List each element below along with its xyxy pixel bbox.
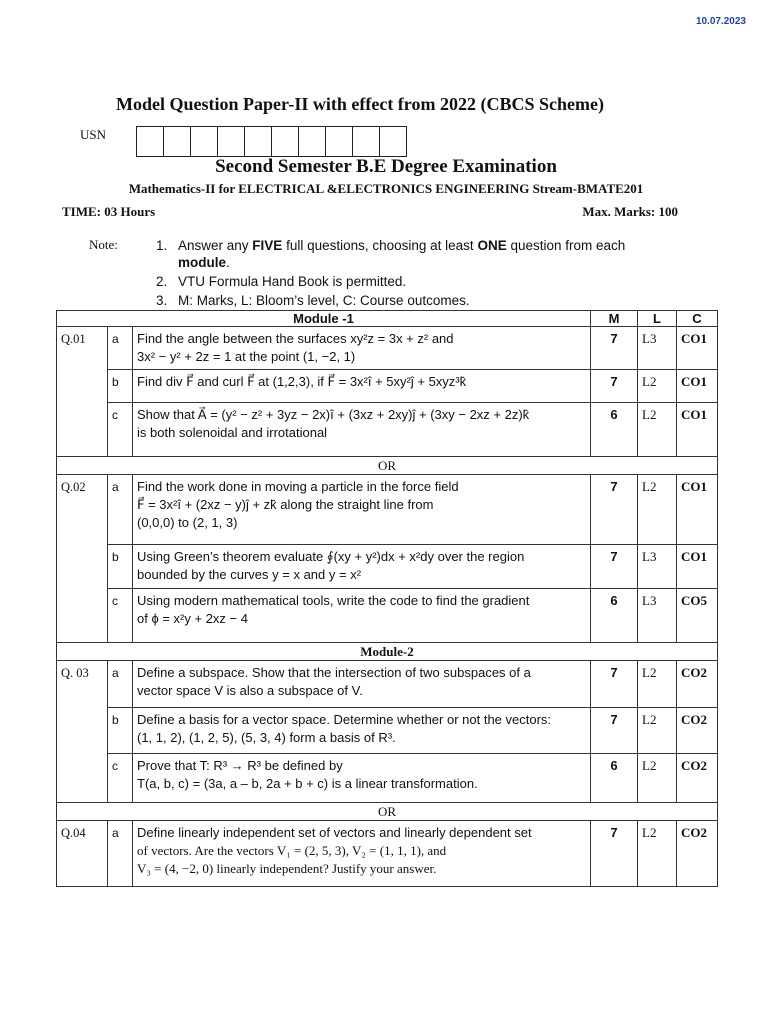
question-level: L2 — [638, 475, 677, 545]
question-part: b — [108, 708, 133, 754]
question-outcome: CO2 — [677, 661, 718, 708]
question-outcome: CO2 — [677, 708, 718, 754]
or-label: OR — [57, 457, 718, 475]
question-text: Define a basis for a vector space. Determine whether or not the vectors: (1, 1, 2), (1, 2, 5), (5, 3, 4) form a basis of R³. — [133, 708, 591, 754]
question-level: L2 — [638, 370, 677, 403]
question-level: L2 — [638, 708, 677, 754]
document-date: 10.07.2023 — [695, 16, 746, 27]
paper-title: Model Question Paper-II with effect from 2022 (CBCS Scheme) — [116, 94, 604, 114]
usn-box — [352, 126, 380, 157]
question-level: L2 — [638, 821, 677, 887]
table-row — [57, 754, 718, 803]
usn-box — [379, 126, 407, 157]
note-number: 3. — [156, 293, 168, 308]
question-level: L3 — [638, 545, 677, 589]
question-part: a — [108, 475, 133, 545]
question-part: c — [108, 754, 133, 803]
question-marks: 7 — [591, 821, 638, 887]
note-text: Answer any FIVE full questions, choosing at least ONE question from each module. — [178, 238, 626, 270]
table-row — [57, 475, 718, 545]
table-row — [57, 327, 718, 370]
question-text: Define a subspace. Show that the intersection of two subspaces of a vector space V is also a subspace of V. — [133, 661, 591, 708]
table-row — [57, 708, 718, 754]
question-outcome: CO2 — [677, 754, 718, 803]
or-separator-row — [57, 803, 718, 821]
question-part: a — [108, 327, 133, 370]
note-item — [156, 292, 656, 309]
question-outcome: CO1 — [677, 475, 718, 545]
module-1-heading: Module -1 — [57, 311, 591, 327]
question-table — [56, 310, 718, 887]
exam-title: Second Semester B.E Degree Examination — [215, 156, 557, 177]
max-marks: Max. Marks: 100 — [582, 204, 678, 219]
or-separator-row — [57, 457, 718, 475]
question-text: Using Green’s theorem evaluate ∮(xy + y²)dx + x²dy over the region bounded by the curves y = x and y = x² — [133, 545, 591, 589]
question-text: Using modern mathematical tools, write the code to find the gradient of ϕ = x²y + 2xz − 4 — [133, 589, 591, 643]
question-outcome: CO1 — [677, 327, 718, 370]
question-text: Find the angle between the surfaces xy²z = 3x + z² and 3x² − y² + 2z = 1 at the point (1, −2, 1) — [133, 327, 591, 370]
question-level: L3 — [638, 589, 677, 643]
question-marks: 7 — [591, 661, 638, 708]
table-row — [57, 370, 718, 403]
usn-box — [244, 126, 272, 157]
table-row — [57, 661, 718, 708]
exam-time: TIME: 03 Hours — [62, 204, 156, 219]
question-level: L2 — [638, 754, 677, 803]
usn-box — [163, 126, 191, 157]
usn-box — [136, 126, 164, 157]
question-marks: 7 — [591, 708, 638, 754]
question-level: L2 — [638, 661, 677, 708]
question-number: Q.02 — [57, 475, 108, 643]
question-outcome: CO1 — [677, 545, 718, 589]
question-outcome: CO2 — [677, 821, 718, 887]
question-part: a — [108, 821, 133, 887]
question-number: Q. 03 — [57, 661, 108, 803]
question-part: a — [108, 661, 133, 708]
table-row — [57, 821, 718, 887]
question-outcome: CO1 — [677, 370, 718, 403]
module-2-heading: Module-2 — [57, 643, 718, 661]
question-marks: 7 — [591, 545, 638, 589]
question-text: Find div F⃗ and curl F⃗ at (1,2,3), if F⃗ = 3x²î + 5xy²ĵ + 5xyz³k̂ — [133, 370, 591, 403]
question-outcome: CO1 — [677, 403, 718, 457]
question-part: b — [108, 545, 133, 589]
question-marks: 7 — [591, 370, 638, 403]
usn-box — [217, 126, 245, 157]
note-item — [156, 273, 656, 290]
subject-line: Mathematics-II for ELECTRICAL &ELECTRONICS ENGINEERING Stream-BMATE201 — [128, 181, 644, 196]
question-marks: 6 — [591, 589, 638, 643]
question-number: Q.01 — [57, 327, 108, 457]
question-marks: 7 — [591, 475, 638, 545]
table-row — [57, 545, 718, 589]
note-text: VTU Formula Hand Book is permitted. — [178, 274, 407, 289]
usn-input-boxes — [137, 126, 407, 157]
question-text: Define linearly independent set of vectors and linearly dependent set of vectors. Are the vectors V₁ = (2, 5, 3), V₂ = (1, 1, 1), and V₃ = (4, −2, 0) linearly independent? Justify your answer. — [133, 821, 591, 887]
note-number: 1. — [156, 238, 168, 253]
outcome-column-header: C — [677, 311, 718, 327]
or-label: OR — [57, 803, 718, 821]
usn-box — [325, 126, 353, 157]
usn-label: USN — [80, 127, 107, 142]
marks-column-header: M — [591, 311, 638, 327]
question-text: Prove that T: R³ → R³ be defined by T(a, b, c) = (3a, a – b, 2a + b + c) is a linear transformation. — [133, 754, 591, 803]
question-text: Find the work done in moving a particle in the force field F⃗ = 3x²î + (2xz − y)ĵ + zk̂ along the straight line from (0,0,0) to (2, 1, 3) — [133, 475, 591, 545]
level-column-header: L — [638, 311, 677, 327]
table-row — [57, 403, 718, 457]
question-level: L3 — [638, 327, 677, 370]
note-item — [156, 237, 656, 271]
table-row — [57, 589, 718, 643]
question-marks: 6 — [591, 403, 638, 457]
usn-box — [190, 126, 218, 157]
table-header-row — [57, 311, 718, 327]
question-part: b — [108, 370, 133, 403]
question-marks: 6 — [591, 754, 638, 803]
question-number: Q.04 — [57, 821, 108, 887]
question-level: L2 — [638, 403, 677, 457]
note-text: M: Marks, L: Bloom’s level, C: Course outcomes. — [178, 293, 470, 308]
usn-box — [298, 126, 326, 157]
question-outcome: CO5 — [677, 589, 718, 643]
notes-list — [156, 237, 656, 311]
question-marks: 7 — [591, 327, 638, 370]
question-text: Show that A⃗ = (y² − z² + 3yz − 2x)î + (3xz + 2xy)ĵ + (3xy − 2xz + 2z)k̂ is both solenoidal and irrotational — [133, 403, 591, 457]
usn-box — [271, 126, 299, 157]
module-separator-row — [57, 643, 718, 661]
note-label: Note: — [89, 237, 118, 252]
question-part: c — [108, 403, 133, 457]
question-part: c — [108, 589, 133, 643]
note-number: 2. — [156, 274, 168, 289]
